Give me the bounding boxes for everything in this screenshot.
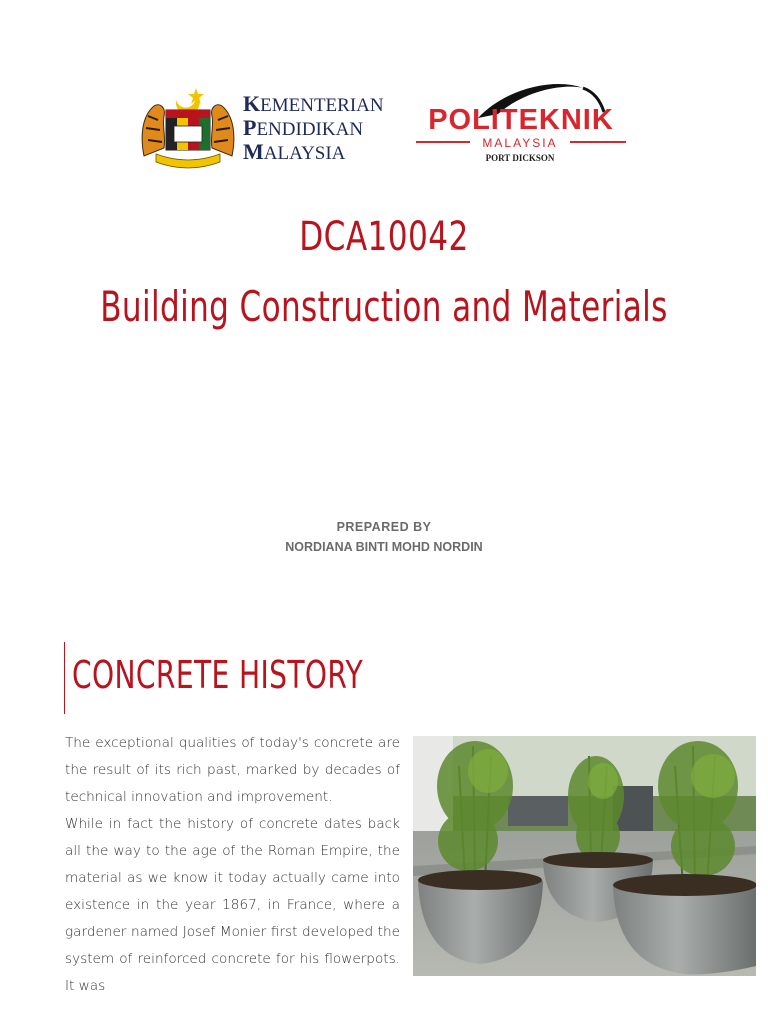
author-name: NORDIANA BINTI MOHD NORDIN xyxy=(285,540,483,554)
concrete-planters-photo xyxy=(413,736,756,976)
ministry-name-line-2 xyxy=(243,117,403,139)
course-title: Building Construction and Materials xyxy=(100,282,668,331)
ministry-name-rest: EMENTERIAN xyxy=(260,95,384,116)
section-accent-bar xyxy=(64,642,65,714)
section-title: CONCRETE HISTORY xyxy=(72,653,364,697)
ministry-name-line-3 xyxy=(243,141,403,163)
ministry-name-initial: M xyxy=(243,139,264,164)
malaysia-coat-of-arms-icon xyxy=(136,86,240,170)
politeknik-brand: POLITEKNIK xyxy=(428,104,614,136)
ministry-name-rest: ENDIDIKAN xyxy=(256,119,364,140)
paragraph: The exceptional qualities of today's concrete are the result of its rich past, marked by decades of technical innovation and improvement. xyxy=(65,735,400,805)
ministry-name-rest: ALAYSIA xyxy=(263,143,346,164)
ministry-name-initial: P xyxy=(243,115,257,140)
section-body xyxy=(65,730,400,1000)
course-code: DCA10042 xyxy=(299,214,469,260)
ministry-name-initial: K xyxy=(243,91,261,116)
politeknik-campus: PORT DICKSON xyxy=(485,153,555,163)
ministry-name-line-1 xyxy=(243,93,403,115)
politeknik-country: MALAYSIA xyxy=(470,137,570,149)
prepared-by-label: PREPARED BY xyxy=(336,520,432,534)
paragraph: While in fact the history of concrete dates back all the way to the age of the Roman Empire, the material as we know it today actually came into existence in the year 1867, in France, where a gardener named Josef Monier first developed the system of reinforced concrete for his flowerpots. It was xyxy=(65,816,400,994)
